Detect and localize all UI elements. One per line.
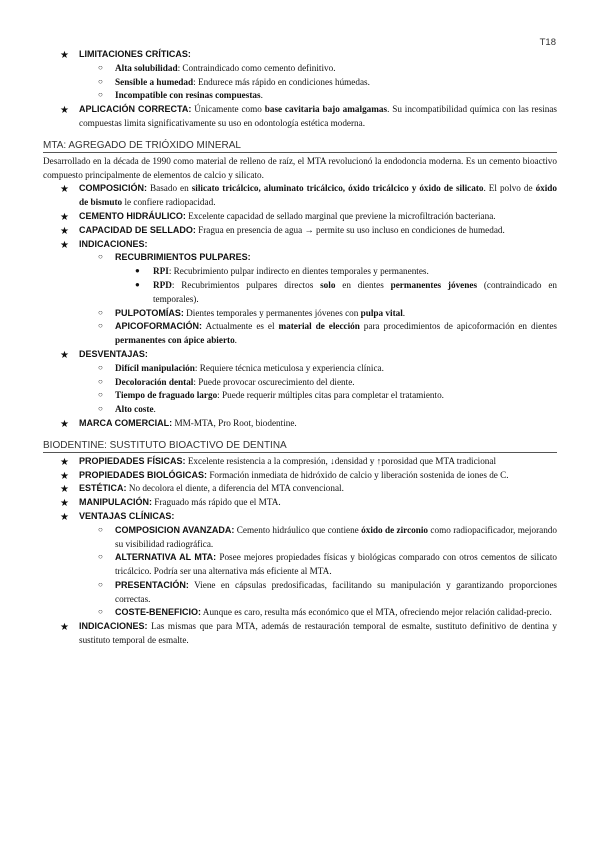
circle-bullet-icon: ○ bbox=[98, 90, 103, 100]
limitaciones-item bbox=[43, 48, 557, 62]
circle-bullet-icon: ○ bbox=[98, 62, 103, 72]
text: Aunque es caro, resulta más económico que el MTA, ofreciendo mejor relación calidad-precio. bbox=[201, 607, 552, 618]
list-item bbox=[43, 551, 557, 579]
term: Decoloración dental bbox=[115, 376, 194, 387]
term: material de elección bbox=[278, 321, 360, 332]
composicion-avanzada-heading: COMPOSICION AVANZADA: bbox=[115, 524, 235, 535]
text: como radiopacificador, mejorando su visibilidad radiográfica. bbox=[115, 524, 557, 549]
ventajas-item bbox=[43, 510, 557, 524]
text: (contraindicado en temporales). bbox=[153, 279, 557, 304]
manipulacion-item bbox=[43, 496, 557, 510]
list-item bbox=[43, 76, 557, 90]
limitaciones-heading: LIMITACIONES CRÍTICAS: bbox=[79, 49, 191, 59]
star-bullet-icon: ★ bbox=[60, 511, 69, 523]
mta-intro: Desarrollado en la década de 1990 como material de relleno de raíz, el MTA revolucionó la endodoncia moderna. Es un cemento bioactivo compuesto principalmente de elementos de calcio y silicato. bbox=[43, 155, 557, 180]
circle-bullet-icon: ○ bbox=[98, 404, 103, 414]
fisicas-item bbox=[43, 455, 557, 469]
term: óxido de bismuto bbox=[79, 183, 558, 208]
term: RPI bbox=[153, 266, 169, 277]
text: : Puede requerir múltiples citas para completar el tratamiento. bbox=[217, 390, 444, 401]
indicaciones-heading: INDICACIONES: bbox=[79, 621, 148, 632]
term: permanentes con ápice abierto bbox=[115, 335, 235, 346]
text: Actualmente es el bbox=[202, 321, 279, 332]
text: . bbox=[402, 307, 406, 318]
text: . bbox=[260, 90, 263, 101]
fisicas-heading: PROPIEDADES FÍSICAS: bbox=[79, 455, 186, 466]
aplicacion-heading: APLICACIÓN CORRECTA: bbox=[79, 104, 192, 115]
list-item bbox=[43, 579, 557, 607]
term: pulpa vital bbox=[360, 307, 403, 318]
text: Las mismas que para MTA, además de restauración temporal de esmalte, sustituto definitivo de dentina y sustituto temporal de esmalte. bbox=[79, 621, 557, 646]
ventajas-heading: VENTAJAS CLÍNICAS: bbox=[79, 510, 175, 521]
text: . bbox=[153, 404, 156, 415]
marca-item bbox=[43, 417, 557, 431]
list-item bbox=[43, 265, 557, 279]
circle-bullet-icon: ○ bbox=[98, 321, 103, 331]
star-bullet-icon: ★ bbox=[60, 225, 69, 237]
dot-bullet-icon: ● bbox=[135, 266, 140, 276]
text: No decolora el diente, a diferencia del MTA convencional. bbox=[126, 483, 344, 494]
term: Tiempo de fraguado largo bbox=[115, 390, 218, 401]
composicion-heading: COMPOSICIÓN: bbox=[79, 183, 148, 194]
circle-bullet-icon: ○ bbox=[98, 579, 103, 589]
recubrimientos-heading: RECUBRIMIENTOS PULPARES: bbox=[115, 252, 251, 263]
circle-bullet-icon: ○ bbox=[98, 76, 103, 86]
section-title-mta: MTA: AGREGADO DE TRIÓXIDO MINERAL bbox=[43, 139, 557, 153]
text: . El polvo de bbox=[483, 183, 536, 194]
star-bullet-icon: ★ bbox=[60, 418, 69, 430]
list-item bbox=[43, 320, 557, 348]
biologicas-heading: PROPIEDADES BIOLÓGICAS: bbox=[79, 469, 208, 480]
cemento-item bbox=[43, 210, 557, 224]
text: : Contraindicado como cemento definitivo. bbox=[177, 62, 336, 73]
star-bullet-icon: ★ bbox=[60, 211, 69, 223]
list-item bbox=[43, 389, 557, 403]
list-item bbox=[43, 524, 557, 552]
text: en dientes bbox=[335, 279, 391, 290]
text: . Su incompatibilidad química con las resinas compuestas limita significativamente su uso en odontología estética moderna. bbox=[79, 104, 558, 128]
term: base cavitaria bajo amalgamas bbox=[264, 104, 388, 115]
star-bullet-icon: ★ bbox=[60, 456, 69, 468]
section-title-biodentine: BIODENTINE: SUSTITUTO BIOACTIVO DE DENTINA bbox=[43, 439, 557, 453]
circle-bullet-icon: ○ bbox=[98, 607, 103, 617]
document-body bbox=[43, 48, 557, 648]
text: Posee mejores propiedades físicas y biológicas comparado con otros cementos de silicato tricálcico. Podría ser una alternativa más eficiente al MTA. bbox=[115, 552, 558, 577]
indicaciones-heading: INDICACIONES: bbox=[79, 238, 148, 249]
term: Incompatible con resinas compuestas bbox=[115, 90, 261, 101]
text: : Recubrimientos pulpares directos bbox=[171, 279, 321, 290]
text: le confiere radiopacidad. bbox=[122, 197, 216, 208]
dot-bullet-icon: ● bbox=[135, 279, 140, 289]
list-item bbox=[43, 307, 557, 321]
page-number: T18 bbox=[539, 37, 556, 48]
star-bullet-icon: ★ bbox=[60, 622, 69, 634]
circle-bullet-icon: ○ bbox=[98, 376, 103, 386]
term: óxido de zirconio bbox=[361, 524, 429, 535]
text: Viene en cápsulas predosificadas, facilitando su manipulación y garantizando proporciones correctas. bbox=[115, 579, 557, 604]
text: Únicamente como bbox=[191, 104, 265, 115]
list-item bbox=[43, 89, 557, 103]
term: silicato tricálcico, aluminato tricálcico, óxido tricálcico y óxido de silicato bbox=[191, 183, 484, 194]
list-item bbox=[43, 376, 557, 390]
term: solo bbox=[320, 279, 336, 290]
coste-beneficio-heading: COSTE-BENEFICIO: bbox=[115, 607, 202, 618]
apicoformacion-heading: APICOFORMACIÓN: bbox=[115, 321, 202, 332]
text: : Recubrimiento pulpar indirecto en dientes temporales y permanentes. bbox=[168, 266, 429, 277]
capacidad-heading: CAPACIDAD DE SELLADO: bbox=[79, 224, 196, 235]
aplicacion-item bbox=[43, 103, 557, 131]
estetica-heading: ESTÉTICA: bbox=[79, 483, 127, 494]
term: permanentes jóvenes bbox=[390, 279, 478, 290]
term: Alta solubilidad bbox=[115, 62, 178, 73]
star-bullet-icon: ★ bbox=[60, 50, 69, 61]
manipulacion-heading: MANIPULACIÓN: bbox=[79, 497, 152, 508]
circle-bullet-icon: ○ bbox=[98, 524, 103, 534]
list-item bbox=[43, 251, 557, 265]
star-bullet-icon: ★ bbox=[60, 239, 69, 251]
circle-bullet-icon: ○ bbox=[98, 390, 103, 400]
text: Fraguado más rápido que el MTA. bbox=[152, 497, 281, 508]
list-item bbox=[43, 62, 557, 76]
circle-bullet-icon: ○ bbox=[98, 252, 103, 262]
desventajas-heading: DESVENTAJAS: bbox=[79, 348, 148, 359]
term: Difícil manipulación bbox=[115, 362, 195, 373]
star-bullet-icon: ★ bbox=[60, 470, 69, 482]
bio-indicaciones-item bbox=[43, 620, 557, 648]
composicion-item bbox=[43, 182, 557, 210]
text: : Puede provocar oscurecimiento del diente. bbox=[193, 376, 355, 387]
star-bullet-icon: ★ bbox=[60, 484, 69, 496]
desventajas-item bbox=[43, 348, 557, 362]
text: Basado en bbox=[147, 183, 192, 194]
list-item bbox=[43, 279, 557, 307]
star-bullet-icon: ★ bbox=[60, 105, 69, 117]
cemento-heading: CEMENTO HIDRÁULICO: bbox=[79, 210, 186, 221]
term: Sensible a humedad bbox=[115, 76, 194, 87]
term: RPD bbox=[153, 279, 172, 290]
list-item bbox=[43, 606, 557, 620]
list-item bbox=[43, 362, 557, 376]
text: Excelente capacidad de sellado marginal que previene la microfiltración bacteriana. bbox=[185, 210, 496, 221]
text: Cemento hidráulico que contiene bbox=[234, 524, 362, 535]
text: MM-MTA, Pro Root, biodentine. bbox=[172, 417, 297, 428]
star-bullet-icon: ★ bbox=[60, 349, 69, 361]
text: Dientes temporales y permanentes jóvenes con bbox=[183, 307, 361, 318]
circle-bullet-icon: ○ bbox=[98, 307, 103, 317]
text: : Endurece más rápido en condiciones húmedas. bbox=[193, 76, 370, 87]
text: : Requiere técnica meticulosa y experiencia clínica. bbox=[194, 362, 384, 373]
text: Formación inmediata de hidróxido de calcio y liberación sostenida de iones de C. bbox=[207, 469, 509, 480]
text: para procedimientos de apicoformación en dientes bbox=[359, 321, 557, 332]
text: Fragua en presencia de agua → permite su uso incluso en condiciones de humedad. bbox=[195, 224, 505, 235]
star-bullet-icon: ★ bbox=[60, 184, 69, 196]
estetica-item bbox=[43, 482, 557, 496]
term: Alto coste bbox=[115, 404, 154, 415]
capacidad-item bbox=[43, 224, 557, 238]
indicaciones-item bbox=[43, 238, 557, 252]
marca-heading: MARCA COMERCIAL: bbox=[79, 417, 173, 428]
pulpotomias-heading: PULPOTOMÍAS: bbox=[115, 307, 184, 318]
presentacion-heading: PRESENTACIÓN: bbox=[115, 579, 189, 590]
text: . bbox=[234, 335, 237, 346]
circle-bullet-icon: ○ bbox=[98, 362, 103, 372]
star-bullet-icon: ★ bbox=[60, 498, 69, 510]
list-item bbox=[43, 403, 557, 417]
circle-bullet-icon: ○ bbox=[98, 552, 103, 562]
text: Excelente resistencia a la compresión, ↓densidad y ↑porosidad que MTA tradicional bbox=[185, 455, 497, 466]
biologicas-item bbox=[43, 469, 557, 483]
alternativa-heading: ALTERNATIVA AL MTA: bbox=[115, 552, 217, 563]
